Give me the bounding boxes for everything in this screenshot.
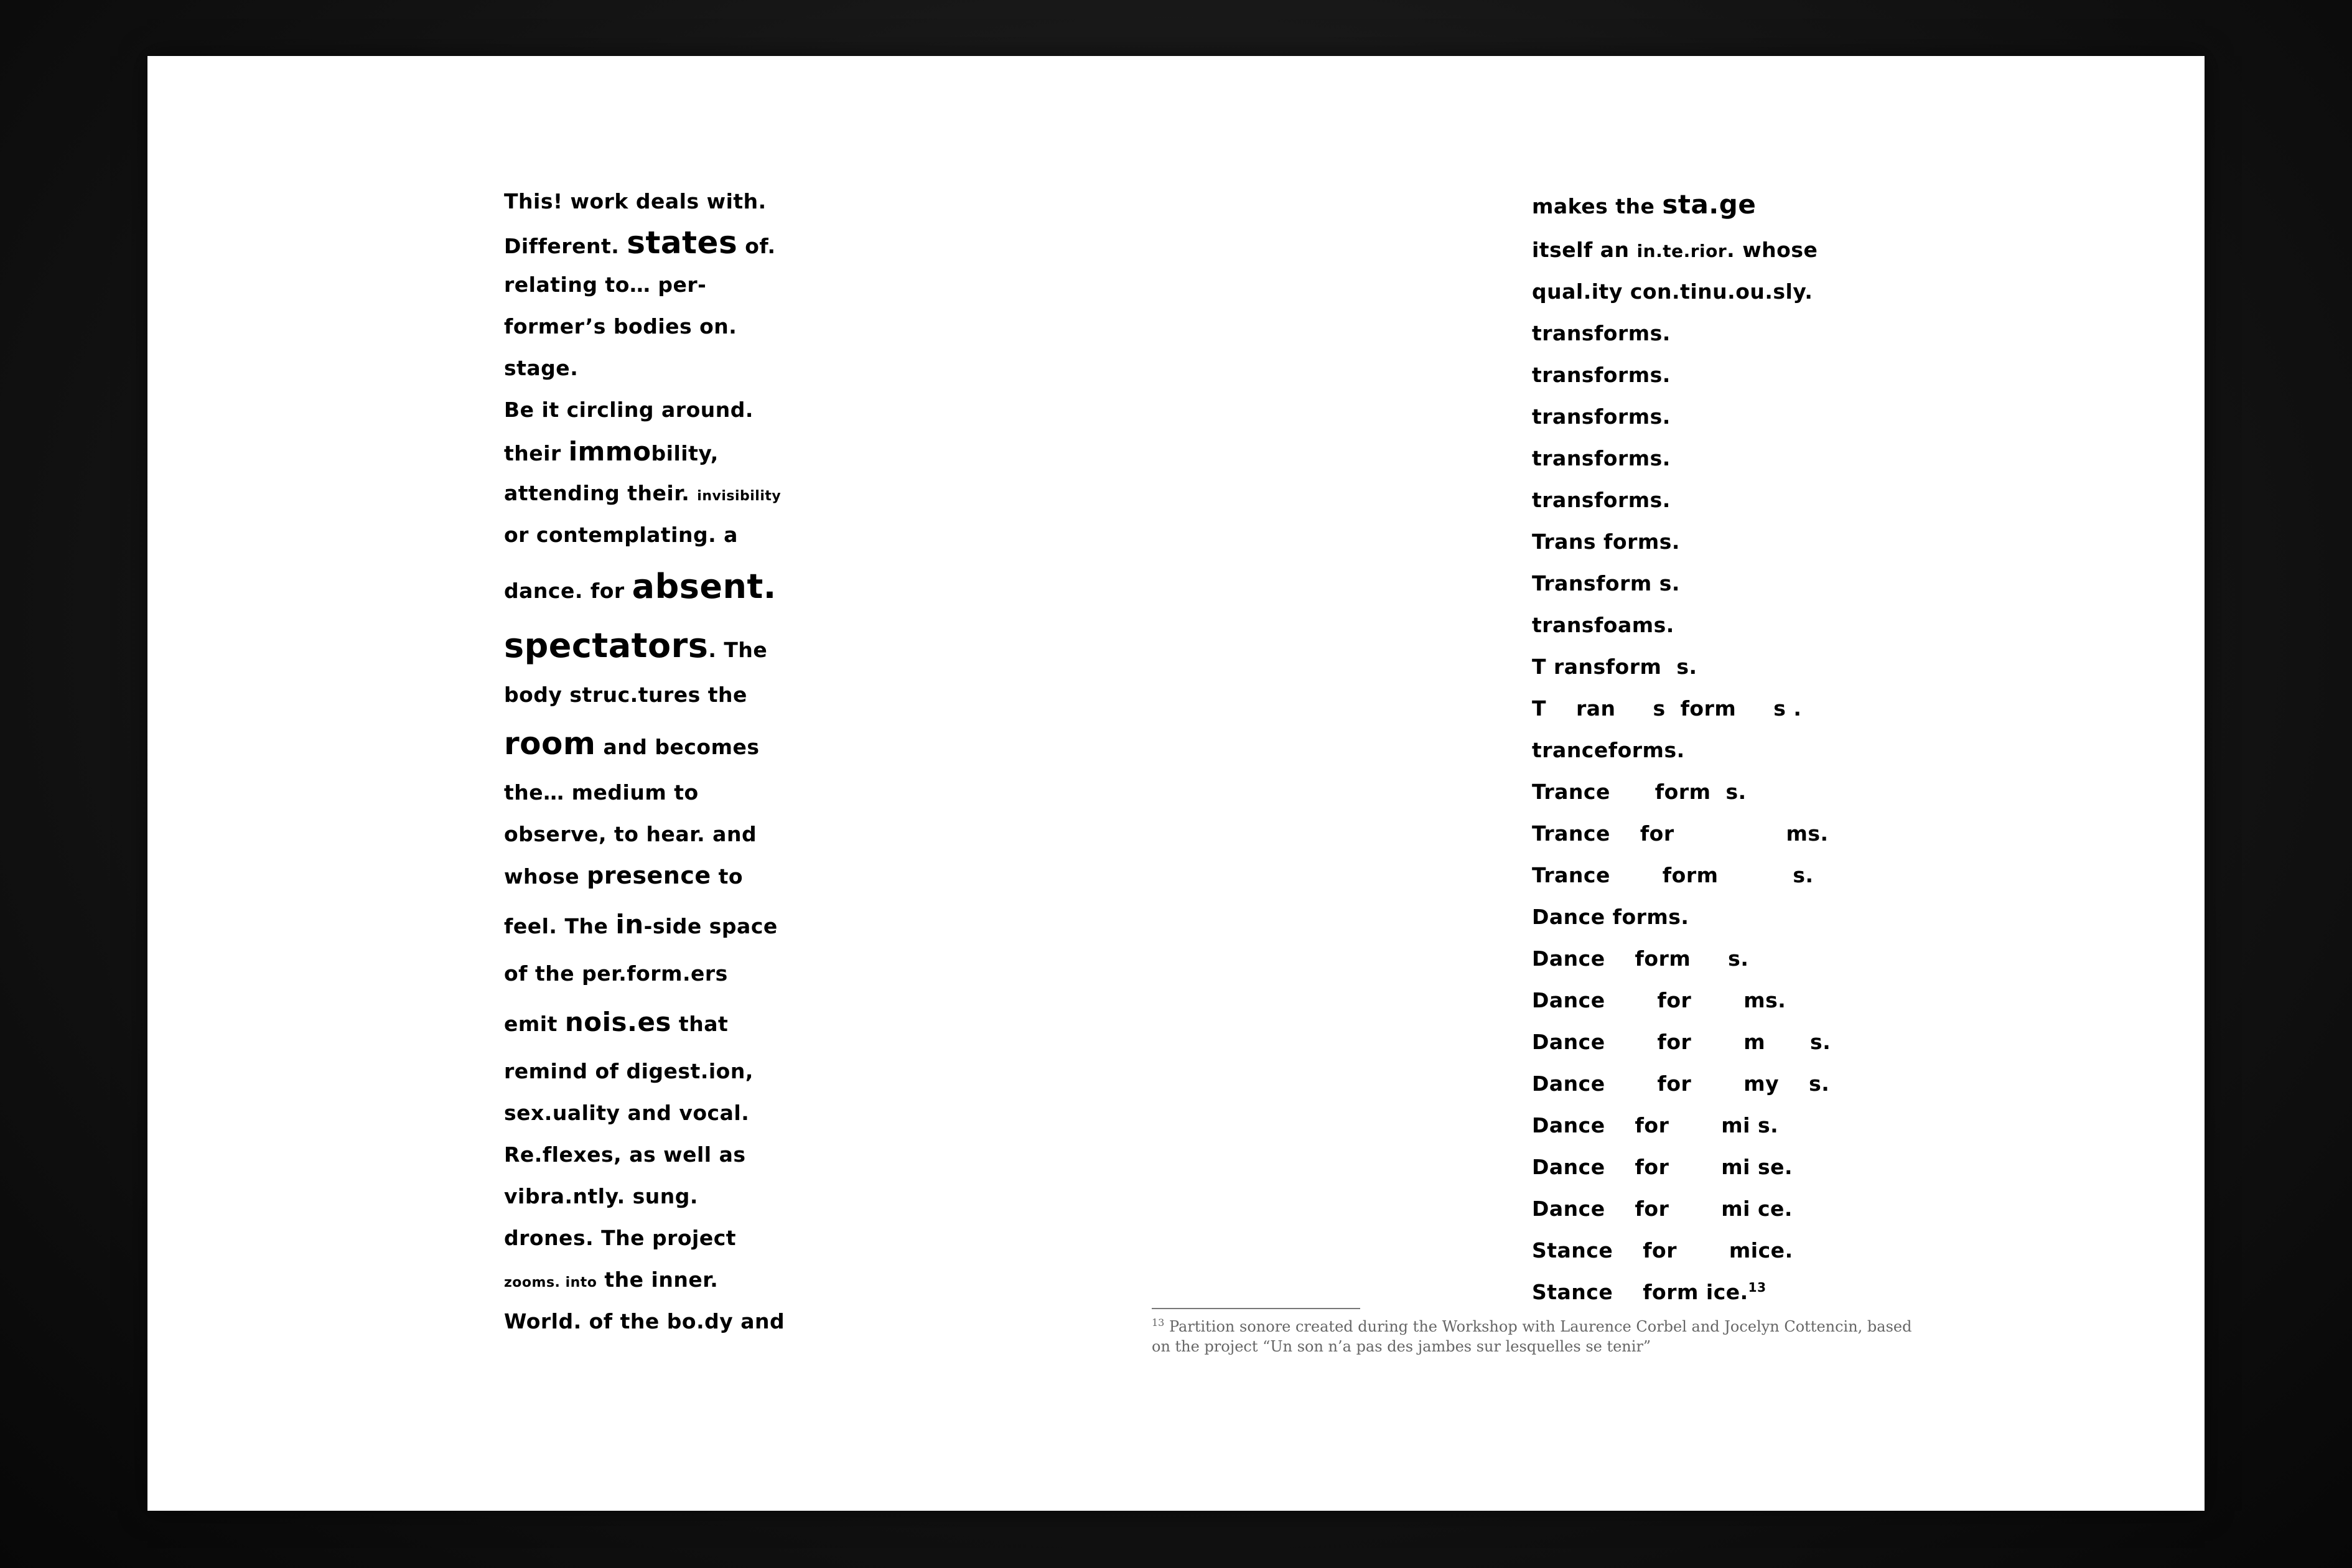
text-run: Re.flexes, as well as (504, 1142, 746, 1167)
text-run: feel. The (504, 914, 616, 938)
text-line (504, 1050, 828, 1092)
text-run-large: absent. (632, 567, 777, 606)
text-run: Different. (504, 234, 627, 258)
text-run: Trance for ms. (1532, 821, 1829, 846)
text-run: T ran s form s . (1532, 696, 1802, 721)
text-run: -side space (643, 914, 778, 938)
text-line (1532, 312, 1880, 354)
text-run: Dance for mi ce. (1532, 1197, 1793, 1221)
text-line (1532, 1271, 1880, 1313)
text-line (504, 180, 828, 222)
book-spread (147, 56, 2205, 1511)
text-line (504, 347, 828, 389)
text-line (1532, 271, 1880, 312)
text-line (504, 716, 828, 772)
text-line (504, 618, 828, 674)
text-run-large: immo (568, 436, 651, 467)
text-run: drones. The project (504, 1226, 737, 1250)
text-line (1532, 180, 1880, 229)
text-line (504, 264, 828, 306)
text-run: Dance for m s. (1532, 1030, 1831, 1054)
text-run: tranceforms. (1532, 738, 1685, 762)
text-run: Dance for mi s. (1532, 1113, 1779, 1137)
text-run: of. (737, 234, 776, 258)
text-run: stage. (504, 356, 579, 380)
text-line (504, 1259, 828, 1300)
text-line (504, 222, 828, 264)
text-run: Trance form s. (1532, 863, 1814, 887)
text-line (1532, 479, 1880, 521)
text-run-large: states (627, 225, 738, 261)
text-line (1532, 896, 1880, 938)
text-run: of the per.form.ers (504, 961, 728, 986)
text-run: This! work deals with. (504, 189, 767, 213)
text-run: transfoams. (1532, 613, 1674, 637)
text-line (504, 306, 828, 347)
footnote-marker: 13 (1748, 1280, 1766, 1295)
text-line (504, 472, 828, 514)
text-line (1532, 521, 1880, 562)
text-run-large: room (504, 726, 596, 762)
text-run: transforms. (1532, 321, 1671, 345)
footnote-number: 13 (1152, 1317, 1165, 1328)
text-run: transforms. (1532, 363, 1671, 387)
text-run: Trans forms. (1532, 530, 1680, 554)
text-run-large: in (615, 909, 644, 940)
text-run: itself an (1532, 238, 1637, 262)
text-run: transforms. (1532, 404, 1671, 429)
text-run: Dance for my s. (1532, 1071, 1830, 1096)
text-run: bility, (651, 441, 719, 465)
text-run-small: in.te.rior (1636, 241, 1727, 261)
text-line (504, 514, 828, 556)
text-line (504, 953, 828, 994)
text-run: attending their. (504, 481, 698, 505)
text-line (1532, 688, 1880, 729)
text-run: body struc.tures the (504, 683, 747, 707)
text-line (1532, 1230, 1880, 1271)
left-page-text (504, 180, 828, 1342)
text-run-large: spectators (504, 626, 709, 665)
text-run: Transform s. (1532, 571, 1680, 595)
text-line (1532, 437, 1880, 479)
text-run: relating to… per- (504, 273, 707, 297)
text-line (504, 897, 828, 953)
text-run: . The (708, 638, 768, 662)
text-line (1532, 771, 1880, 813)
text-line (1532, 1146, 1880, 1188)
text-run: or contemplating. a (504, 523, 738, 547)
text-run: Dance for mi se. (1532, 1155, 1793, 1179)
text-line (1532, 354, 1880, 396)
text-line (1532, 813, 1880, 854)
text-line (1532, 396, 1880, 437)
text-line (504, 674, 828, 716)
text-line (1532, 938, 1880, 979)
text-run-small: zooms. into (504, 1275, 597, 1290)
text-line (504, 556, 828, 618)
text-run: remind of digest.ion, (504, 1059, 754, 1083)
text-run: transforms. (1532, 446, 1671, 470)
text-run: the inner. (597, 1267, 719, 1292)
text-run: their (504, 441, 569, 465)
text-run: World. of the bo.dy and (504, 1309, 785, 1333)
text-run: that (671, 1012, 729, 1036)
text-line (1532, 562, 1880, 604)
text-run-large: sta.ge (1662, 189, 1757, 220)
text-run-large: presence (587, 862, 711, 889)
text-run: T ransform s. (1532, 655, 1697, 679)
text-run: the… medium to (504, 780, 699, 805)
text-line (1532, 1188, 1880, 1230)
text-run: former’s bodies on. (504, 314, 737, 338)
text-run: sex.uality and vocal. (504, 1101, 750, 1125)
text-run: . whose (1727, 238, 1818, 262)
text-line (504, 1300, 828, 1342)
text-run-large: nois.es (564, 1007, 671, 1037)
text-run: and becomes (595, 735, 760, 759)
text-run: Stance for mice. (1532, 1238, 1793, 1262)
text-line (1532, 1021, 1880, 1063)
text-run: Stance form ice. (1532, 1280, 1748, 1304)
text-run: Dance for ms. (1532, 988, 1786, 1012)
text-line (504, 772, 828, 813)
text-run: dance. for (504, 579, 632, 603)
text-run: observe, to hear. and (504, 822, 757, 846)
text-line (1532, 604, 1880, 646)
text-line (504, 389, 828, 431)
text-line (504, 1134, 828, 1175)
footnote-divider (1152, 1308, 1360, 1309)
text-run: to (711, 864, 744, 889)
footnote-text: Partition sonore created during the Workshop with Laurence Corbel and Jocelyn Cottencin, based on the project “Un son n’a pas des jambes sur lesquelles se tenir” (1152, 1318, 1912, 1355)
text-run: Trance form s. (1532, 780, 1747, 804)
text-run: Be it circling around. (504, 398, 754, 422)
text-line (1532, 646, 1880, 688)
text-run: transforms. (1532, 488, 1671, 512)
text-line (1532, 1063, 1880, 1104)
text-line (504, 1175, 828, 1217)
footnote (1152, 1317, 1917, 1356)
text-line (504, 1217, 828, 1259)
text-run: Dance forms. (1532, 905, 1689, 929)
text-line (504, 813, 828, 855)
text-run: qual.ity con.tinu.ou.sly. (1532, 279, 1813, 304)
text-line (1532, 979, 1880, 1021)
text-line (504, 994, 828, 1050)
text-line (504, 855, 828, 897)
text-line (504, 431, 828, 472)
text-line (1532, 1104, 1880, 1146)
text-run: vibra.ntly. sung. (504, 1184, 698, 1208)
text-run: emit (504, 1012, 565, 1036)
text-line (1532, 729, 1880, 771)
right-page-text (1532, 180, 1880, 1313)
text-line (504, 1092, 828, 1134)
text-run: whose (504, 864, 587, 889)
text-run-small: invisibility (697, 488, 782, 504)
text-run: makes the (1532, 194, 1663, 218)
text-line (1532, 854, 1880, 896)
text-run: Dance form s. (1532, 946, 1749, 971)
text-line (1532, 229, 1880, 271)
